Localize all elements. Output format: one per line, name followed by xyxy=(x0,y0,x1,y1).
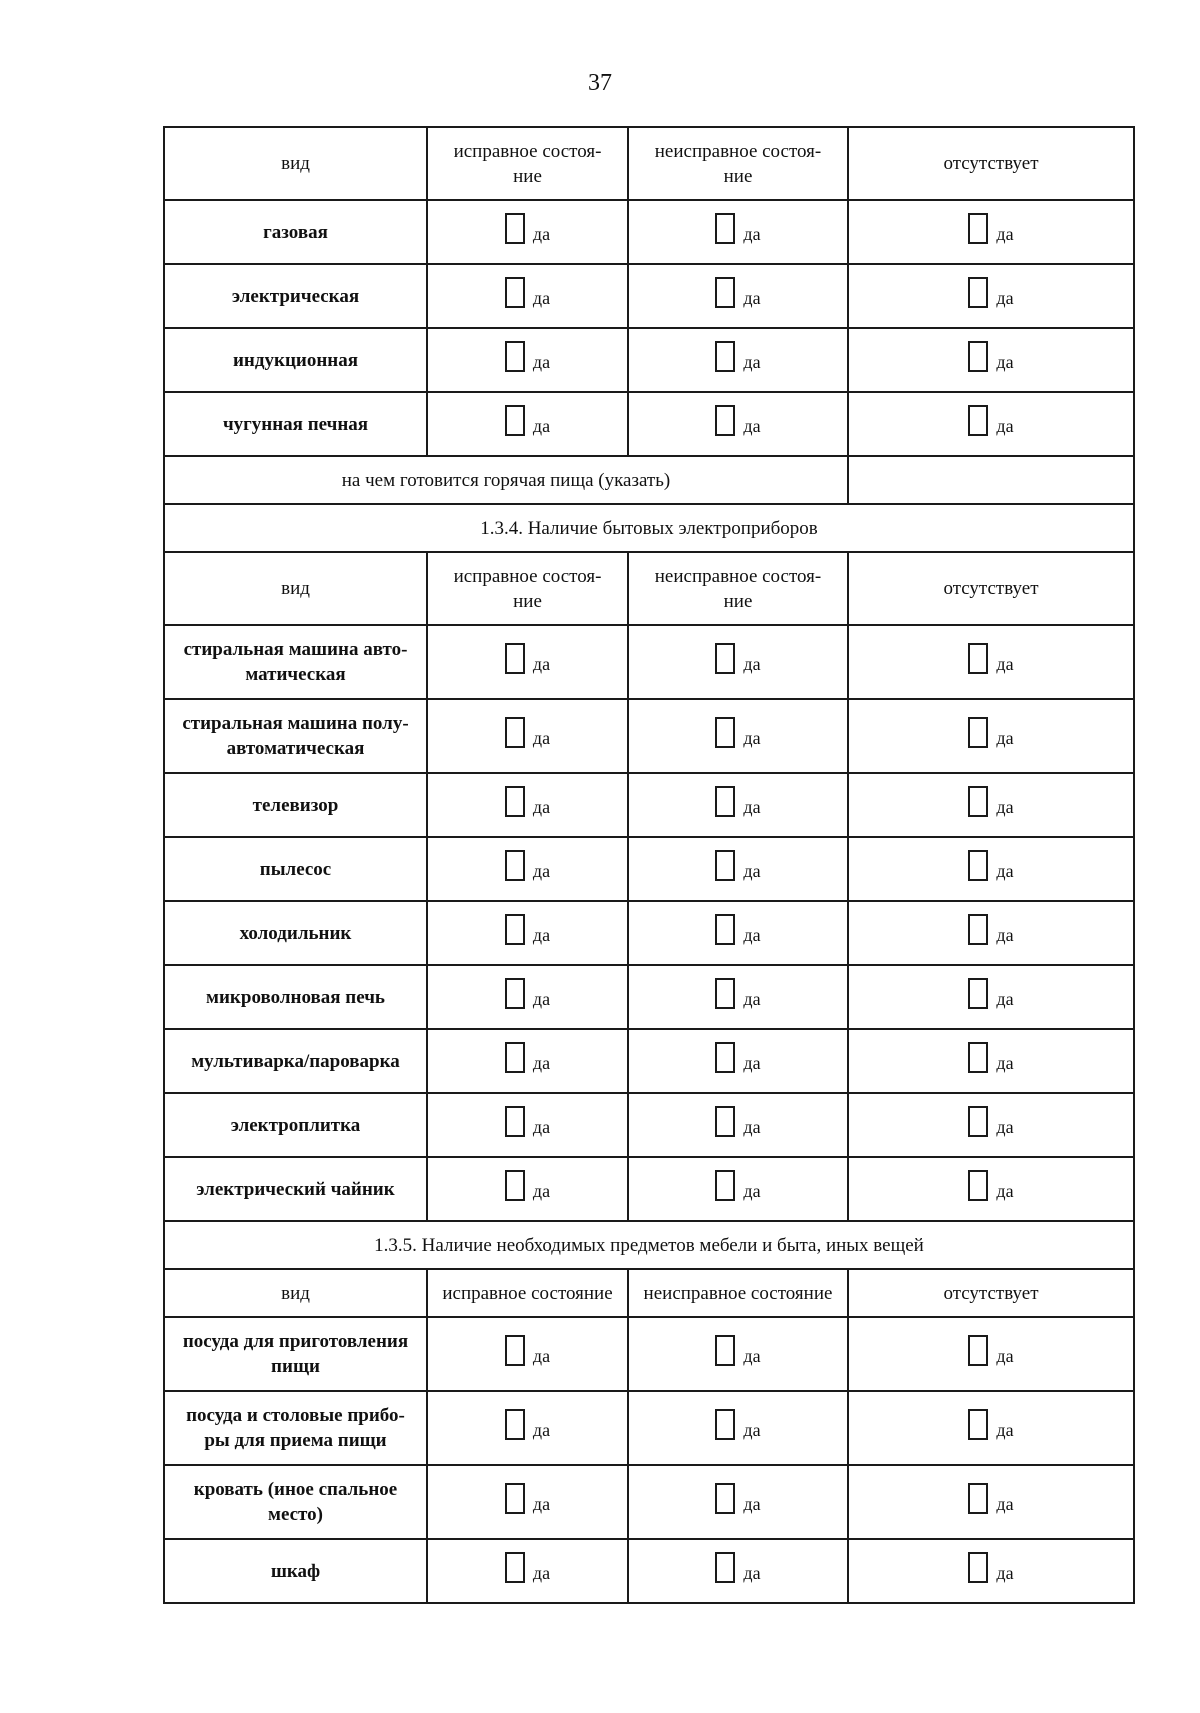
checkbox-label: да xyxy=(532,654,551,674)
checkbox[interactable] xyxy=(968,341,988,372)
checkbox[interactable] xyxy=(968,1409,988,1440)
working-cell xyxy=(427,1317,628,1391)
absent-checkbox-option[interactable] xyxy=(968,850,1013,881)
inventory-form-table xyxy=(163,126,1135,1604)
header-row xyxy=(164,552,1134,625)
checkbox[interactable] xyxy=(505,1335,525,1366)
checkbox-label: да xyxy=(996,288,1014,308)
absent-checkbox-option[interactable] xyxy=(968,717,1013,748)
checkbox[interactable] xyxy=(715,1170,735,1201)
checkbox[interactable] xyxy=(715,850,735,881)
broken-checkbox-option[interactable] xyxy=(715,1106,760,1137)
absent-cell xyxy=(848,264,1134,328)
header-working-condition: исправное состоя- ние xyxy=(427,127,628,200)
checkbox-label: да xyxy=(996,797,1014,817)
absent-checkbox-option[interactable] xyxy=(968,1552,1013,1583)
broken-cell xyxy=(628,392,848,456)
checkbox-label: да xyxy=(996,1181,1014,1201)
broken-cell xyxy=(628,1093,848,1157)
broken-cell xyxy=(628,328,848,392)
working-checkbox-option[interactable] xyxy=(505,277,550,308)
header-absent: отсутствует xyxy=(848,127,1134,200)
section-title-row xyxy=(164,504,1134,552)
checkbox[interactable] xyxy=(505,1170,525,1201)
absent-cell xyxy=(848,625,1134,699)
item-label: мультиварка/пароварка xyxy=(164,1029,427,1093)
broken-cell xyxy=(628,965,848,1029)
checkbox[interactable] xyxy=(968,643,988,674)
checkbox-label: да xyxy=(743,797,761,817)
checkbox-label: да xyxy=(996,224,1014,244)
checkbox-label: да xyxy=(532,1117,551,1137)
checkbox[interactable] xyxy=(715,786,735,817)
working-checkbox-option[interactable] xyxy=(505,786,550,817)
working-cell xyxy=(427,773,628,837)
header-row xyxy=(164,1269,1134,1317)
absent-cell xyxy=(848,328,1134,392)
checkbox[interactable] xyxy=(715,978,735,1009)
checkbox-label: да xyxy=(743,224,761,244)
item-label: шкаф xyxy=(164,1539,427,1603)
absent-checkbox-option[interactable] xyxy=(968,1106,1013,1137)
working-cell xyxy=(427,200,628,264)
page-number: 37 xyxy=(588,70,612,96)
checkbox[interactable] xyxy=(715,1552,735,1583)
working-checkbox-option[interactable] xyxy=(505,850,550,881)
broken-cell xyxy=(628,625,848,699)
table-row xyxy=(164,965,1134,1029)
checkbox-label: да xyxy=(743,861,761,881)
broken-checkbox-option[interactable] xyxy=(715,786,760,817)
checkbox-label: да xyxy=(532,1181,551,1201)
checkbox[interactable] xyxy=(715,277,735,308)
broken-checkbox-option[interactable] xyxy=(715,850,760,881)
header-type: вид xyxy=(164,552,427,625)
working-checkbox-option[interactable] xyxy=(505,1409,550,1440)
broken-cell xyxy=(628,699,848,773)
table-row xyxy=(164,1029,1134,1093)
checkbox-label: да xyxy=(743,416,761,436)
broken-checkbox-option[interactable] xyxy=(715,1042,760,1073)
working-cell xyxy=(427,264,628,328)
checkbox[interactable] xyxy=(505,1409,525,1440)
broken-cell xyxy=(628,264,848,328)
checkbox-label: да xyxy=(996,416,1014,436)
header-type: вид xyxy=(164,127,427,200)
header-absent: отсутствует xyxy=(848,552,1134,625)
checkbox-label: да xyxy=(743,1117,761,1137)
item-label: электроплитка xyxy=(164,1093,427,1157)
broken-checkbox-option[interactable] xyxy=(715,717,760,748)
checkbox[interactable] xyxy=(968,1170,988,1201)
table-row xyxy=(164,1157,1134,1221)
checkbox[interactable] xyxy=(715,213,735,244)
absent-cell xyxy=(848,392,1134,456)
checkbox[interactable] xyxy=(715,643,735,674)
working-cell xyxy=(427,837,628,901)
checkbox[interactable] xyxy=(715,1042,735,1073)
header-working-condition: исправное состояние xyxy=(427,1269,628,1317)
checkbox[interactable] xyxy=(505,405,525,436)
absent-cell xyxy=(848,1391,1134,1465)
broken-checkbox-option[interactable] xyxy=(715,1170,760,1201)
table-row xyxy=(164,328,1134,392)
checkbox[interactable] xyxy=(968,1042,988,1073)
checkbox[interactable] xyxy=(715,1483,735,1514)
checkbox-label: да xyxy=(996,861,1014,881)
hot-food-question: на чем готовится горячая пища (указать) xyxy=(164,456,848,504)
working-checkbox-option[interactable] xyxy=(505,1483,550,1514)
item-label: микроволновая печь xyxy=(164,965,427,1029)
checkbox[interactable] xyxy=(715,405,735,436)
table-row xyxy=(164,392,1134,456)
broken-cell xyxy=(628,773,848,837)
broken-cell xyxy=(628,1157,848,1221)
checkbox-label: да xyxy=(532,728,551,748)
checkbox[interactable] xyxy=(505,786,525,817)
working-checkbox-option[interactable] xyxy=(505,978,550,1009)
checkbox-label: да xyxy=(743,1420,761,1440)
working-checkbox-option[interactable] xyxy=(505,643,550,674)
working-checkbox-option[interactable] xyxy=(505,1552,550,1583)
checkbox[interactable] xyxy=(968,1552,988,1583)
table-row xyxy=(164,901,1134,965)
checkbox-label: да xyxy=(996,654,1014,674)
checkbox[interactable] xyxy=(505,1483,525,1514)
absent-cell xyxy=(848,1317,1134,1391)
checkbox[interactable] xyxy=(968,1335,988,1366)
working-checkbox-option[interactable] xyxy=(505,405,550,436)
item-label: стиральная машина авто- матическая xyxy=(164,625,427,699)
checkbox-label: да xyxy=(996,1346,1014,1366)
table-row xyxy=(164,837,1134,901)
absent-cell xyxy=(848,837,1134,901)
working-checkbox-option[interactable] xyxy=(505,341,550,372)
checkbox-label: да xyxy=(743,1053,761,1073)
checkbox-label: да xyxy=(743,1181,761,1201)
checkbox-label: да xyxy=(532,861,551,881)
working-cell xyxy=(427,1539,628,1603)
checkbox-label: да xyxy=(743,352,761,372)
item-label: стиральная машина полу- автоматическая xyxy=(164,699,427,773)
checkbox-label: да xyxy=(743,654,761,674)
broken-cell xyxy=(628,200,848,264)
checkbox[interactable] xyxy=(505,341,525,372)
checkbox-label: да xyxy=(532,1563,551,1583)
broken-cell xyxy=(628,1465,848,1539)
broken-cell xyxy=(628,1391,848,1465)
checkbox[interactable] xyxy=(968,405,988,436)
absent-checkbox-option[interactable] xyxy=(968,643,1013,674)
checkbox[interactable] xyxy=(715,717,735,748)
absent-checkbox-option[interactable] xyxy=(968,1409,1013,1440)
checkbox[interactable] xyxy=(715,1409,735,1440)
absent-checkbox-option[interactable] xyxy=(968,213,1013,244)
broken-checkbox-option[interactable] xyxy=(715,341,760,372)
working-checkbox-option[interactable] xyxy=(505,717,550,748)
hot-food-row xyxy=(164,456,1134,504)
absent-cell xyxy=(848,1157,1134,1221)
header-type: вид xyxy=(164,1269,427,1317)
checkbox-label: да xyxy=(743,288,761,308)
absent-checkbox-option[interactable] xyxy=(968,405,1013,436)
absent-checkbox-option[interactable] xyxy=(968,1042,1013,1073)
table-row xyxy=(164,1465,1134,1539)
working-checkbox-option[interactable] xyxy=(505,213,550,244)
broken-cell xyxy=(628,901,848,965)
header-faulty-condition: неисправное состоя- ние xyxy=(628,127,848,200)
header-absent: отсутствует xyxy=(848,1269,1134,1317)
broken-checkbox-option[interactable] xyxy=(715,405,760,436)
checkbox-label: да xyxy=(996,728,1014,748)
absent-cell xyxy=(848,901,1134,965)
table-row xyxy=(164,1317,1134,1391)
absent-checkbox-option[interactable] xyxy=(968,1483,1013,1514)
checkbox-label: да xyxy=(743,1563,761,1583)
checkbox-label: да xyxy=(532,1053,551,1073)
broken-checkbox-option[interactable] xyxy=(715,1409,760,1440)
working-cell xyxy=(427,1157,628,1221)
absent-cell xyxy=(848,1029,1134,1093)
item-label: чугунная печная xyxy=(164,392,427,456)
checkbox-label: да xyxy=(532,1346,551,1366)
broken-checkbox-option[interactable] xyxy=(715,643,760,674)
checkbox-label: да xyxy=(743,1494,761,1514)
checkbox[interactable] xyxy=(968,978,988,1009)
absent-cell xyxy=(848,1465,1134,1539)
broken-checkbox-option[interactable] xyxy=(715,277,760,308)
checkbox-label: да xyxy=(532,925,551,945)
checkbox-label: да xyxy=(996,925,1014,945)
absent-checkbox-option[interactable] xyxy=(968,1170,1013,1201)
checkbox[interactable] xyxy=(968,850,988,881)
checkbox-label: да xyxy=(743,925,761,945)
section-title-row xyxy=(164,1221,1134,1269)
item-label: посуда для приготовления пищи xyxy=(164,1317,427,1391)
checkbox[interactable] xyxy=(968,717,988,748)
absent-cell xyxy=(848,699,1134,773)
hot-food-answer-field[interactable] xyxy=(848,456,1134,504)
absent-cell xyxy=(848,773,1134,837)
checkbox[interactable] xyxy=(968,1106,988,1137)
working-checkbox-option[interactable] xyxy=(505,1106,550,1137)
checkbox-label: да xyxy=(532,1494,551,1514)
checkbox-label: да xyxy=(996,1494,1014,1514)
checkbox[interactable] xyxy=(505,1042,525,1073)
broken-checkbox-option[interactable] xyxy=(715,914,760,945)
item-label: холодильник xyxy=(164,901,427,965)
broken-cell xyxy=(628,837,848,901)
item-label: электрический чайник xyxy=(164,1157,427,1221)
checkbox[interactable] xyxy=(505,277,525,308)
item-label: газовая xyxy=(164,200,427,264)
checkbox[interactable] xyxy=(715,914,735,945)
checkbox[interactable] xyxy=(505,1106,525,1137)
section-title: 1.3.4. Наличие бытовых электроприборов xyxy=(164,504,1134,552)
checkbox-label: да xyxy=(532,797,551,817)
checkbox[interactable] xyxy=(505,978,525,1009)
broken-cell xyxy=(628,1539,848,1603)
working-cell xyxy=(427,699,628,773)
checkbox[interactable] xyxy=(715,1106,735,1137)
header-faulty-condition: неисправное состояние xyxy=(628,1269,848,1317)
checkbox-label: да xyxy=(743,728,761,748)
checkbox-label: да xyxy=(743,1346,761,1366)
broken-checkbox-option[interactable] xyxy=(715,978,760,1009)
working-checkbox-option[interactable] xyxy=(505,1042,550,1073)
absent-checkbox-option[interactable] xyxy=(968,1335,1013,1366)
checkbox-label: да xyxy=(532,224,551,244)
checkbox-label: да xyxy=(532,1420,551,1440)
absent-checkbox-option[interactable] xyxy=(968,277,1013,308)
table-row xyxy=(164,699,1134,773)
checkbox-label: да xyxy=(532,288,551,308)
working-cell xyxy=(427,1465,628,1539)
working-cell xyxy=(427,1391,628,1465)
absent-checkbox-option[interactable] xyxy=(968,341,1013,372)
item-label: телевизор xyxy=(164,773,427,837)
checkbox[interactable] xyxy=(968,1483,988,1514)
checkbox-label: да xyxy=(532,352,551,372)
working-cell xyxy=(427,901,628,965)
working-cell xyxy=(427,625,628,699)
item-label: кровать (иное спальное место) xyxy=(164,1465,427,1539)
absent-checkbox-option[interactable] xyxy=(968,914,1013,945)
checkbox-label: да xyxy=(996,1420,1014,1440)
header-faulty-condition: неисправное состоя- ние xyxy=(628,552,848,625)
checkbox[interactable] xyxy=(505,1552,525,1583)
checkbox-label: да xyxy=(996,1563,1014,1583)
broken-cell xyxy=(628,1029,848,1093)
checkbox-label: да xyxy=(743,989,761,1009)
working-cell xyxy=(427,392,628,456)
checkbox-label: да xyxy=(996,1053,1014,1073)
checkbox[interactable] xyxy=(968,213,988,244)
absent-checkbox-option[interactable] xyxy=(968,786,1013,817)
checkbox-label: да xyxy=(996,1117,1014,1137)
checkbox[interactable] xyxy=(715,1335,735,1366)
table-row xyxy=(164,264,1134,328)
working-cell xyxy=(427,328,628,392)
checkbox[interactable] xyxy=(505,213,525,244)
checkbox[interactable] xyxy=(715,341,735,372)
checkbox[interactable] xyxy=(968,914,988,945)
table-row xyxy=(164,200,1134,264)
table-row xyxy=(164,1539,1134,1603)
working-cell xyxy=(427,1093,628,1157)
checkbox-label: да xyxy=(996,989,1014,1009)
absent-cell xyxy=(848,1093,1134,1157)
item-label: электрическая xyxy=(164,264,427,328)
section-title: 1.3.5. Наличие необходимых предметов мебели и быта, иных вещей xyxy=(164,1221,1134,1269)
broken-checkbox-option[interactable] xyxy=(715,1552,760,1583)
working-checkbox-option[interactable] xyxy=(505,914,550,945)
working-cell xyxy=(427,1029,628,1093)
broken-checkbox-option[interactable] xyxy=(715,213,760,244)
broken-checkbox-option[interactable] xyxy=(715,1335,760,1366)
item-label: посуда и столовые прибо- ры для приема пищи xyxy=(164,1391,427,1465)
absent-cell xyxy=(848,1539,1134,1603)
absent-checkbox-option[interactable] xyxy=(968,978,1013,1009)
checkbox[interactable] xyxy=(968,277,988,308)
checkbox[interactable] xyxy=(505,850,525,881)
absent-cell xyxy=(848,965,1134,1029)
table-row xyxy=(164,773,1134,837)
checkbox[interactable] xyxy=(505,914,525,945)
broken-checkbox-option[interactable] xyxy=(715,1483,760,1514)
checkbox[interactable] xyxy=(968,786,988,817)
table-row xyxy=(164,1093,1134,1157)
item-label: индукционная xyxy=(164,328,427,392)
working-checkbox-option[interactable] xyxy=(505,1170,550,1201)
header-working-condition: исправное состоя- ние xyxy=(427,552,628,625)
table-row xyxy=(164,1391,1134,1465)
item-label: пылесос xyxy=(164,837,427,901)
broken-cell xyxy=(628,1317,848,1391)
checkbox-label: да xyxy=(996,352,1014,372)
checkbox[interactable] xyxy=(505,643,525,674)
header-row xyxy=(164,127,1134,200)
checkbox[interactable] xyxy=(505,717,525,748)
checkbox-label: да xyxy=(532,416,551,436)
table-row xyxy=(164,625,1134,699)
working-cell xyxy=(427,965,628,1029)
absent-cell xyxy=(848,200,1134,264)
working-checkbox-option[interactable] xyxy=(505,1335,550,1366)
checkbox-label: да xyxy=(532,989,551,1009)
